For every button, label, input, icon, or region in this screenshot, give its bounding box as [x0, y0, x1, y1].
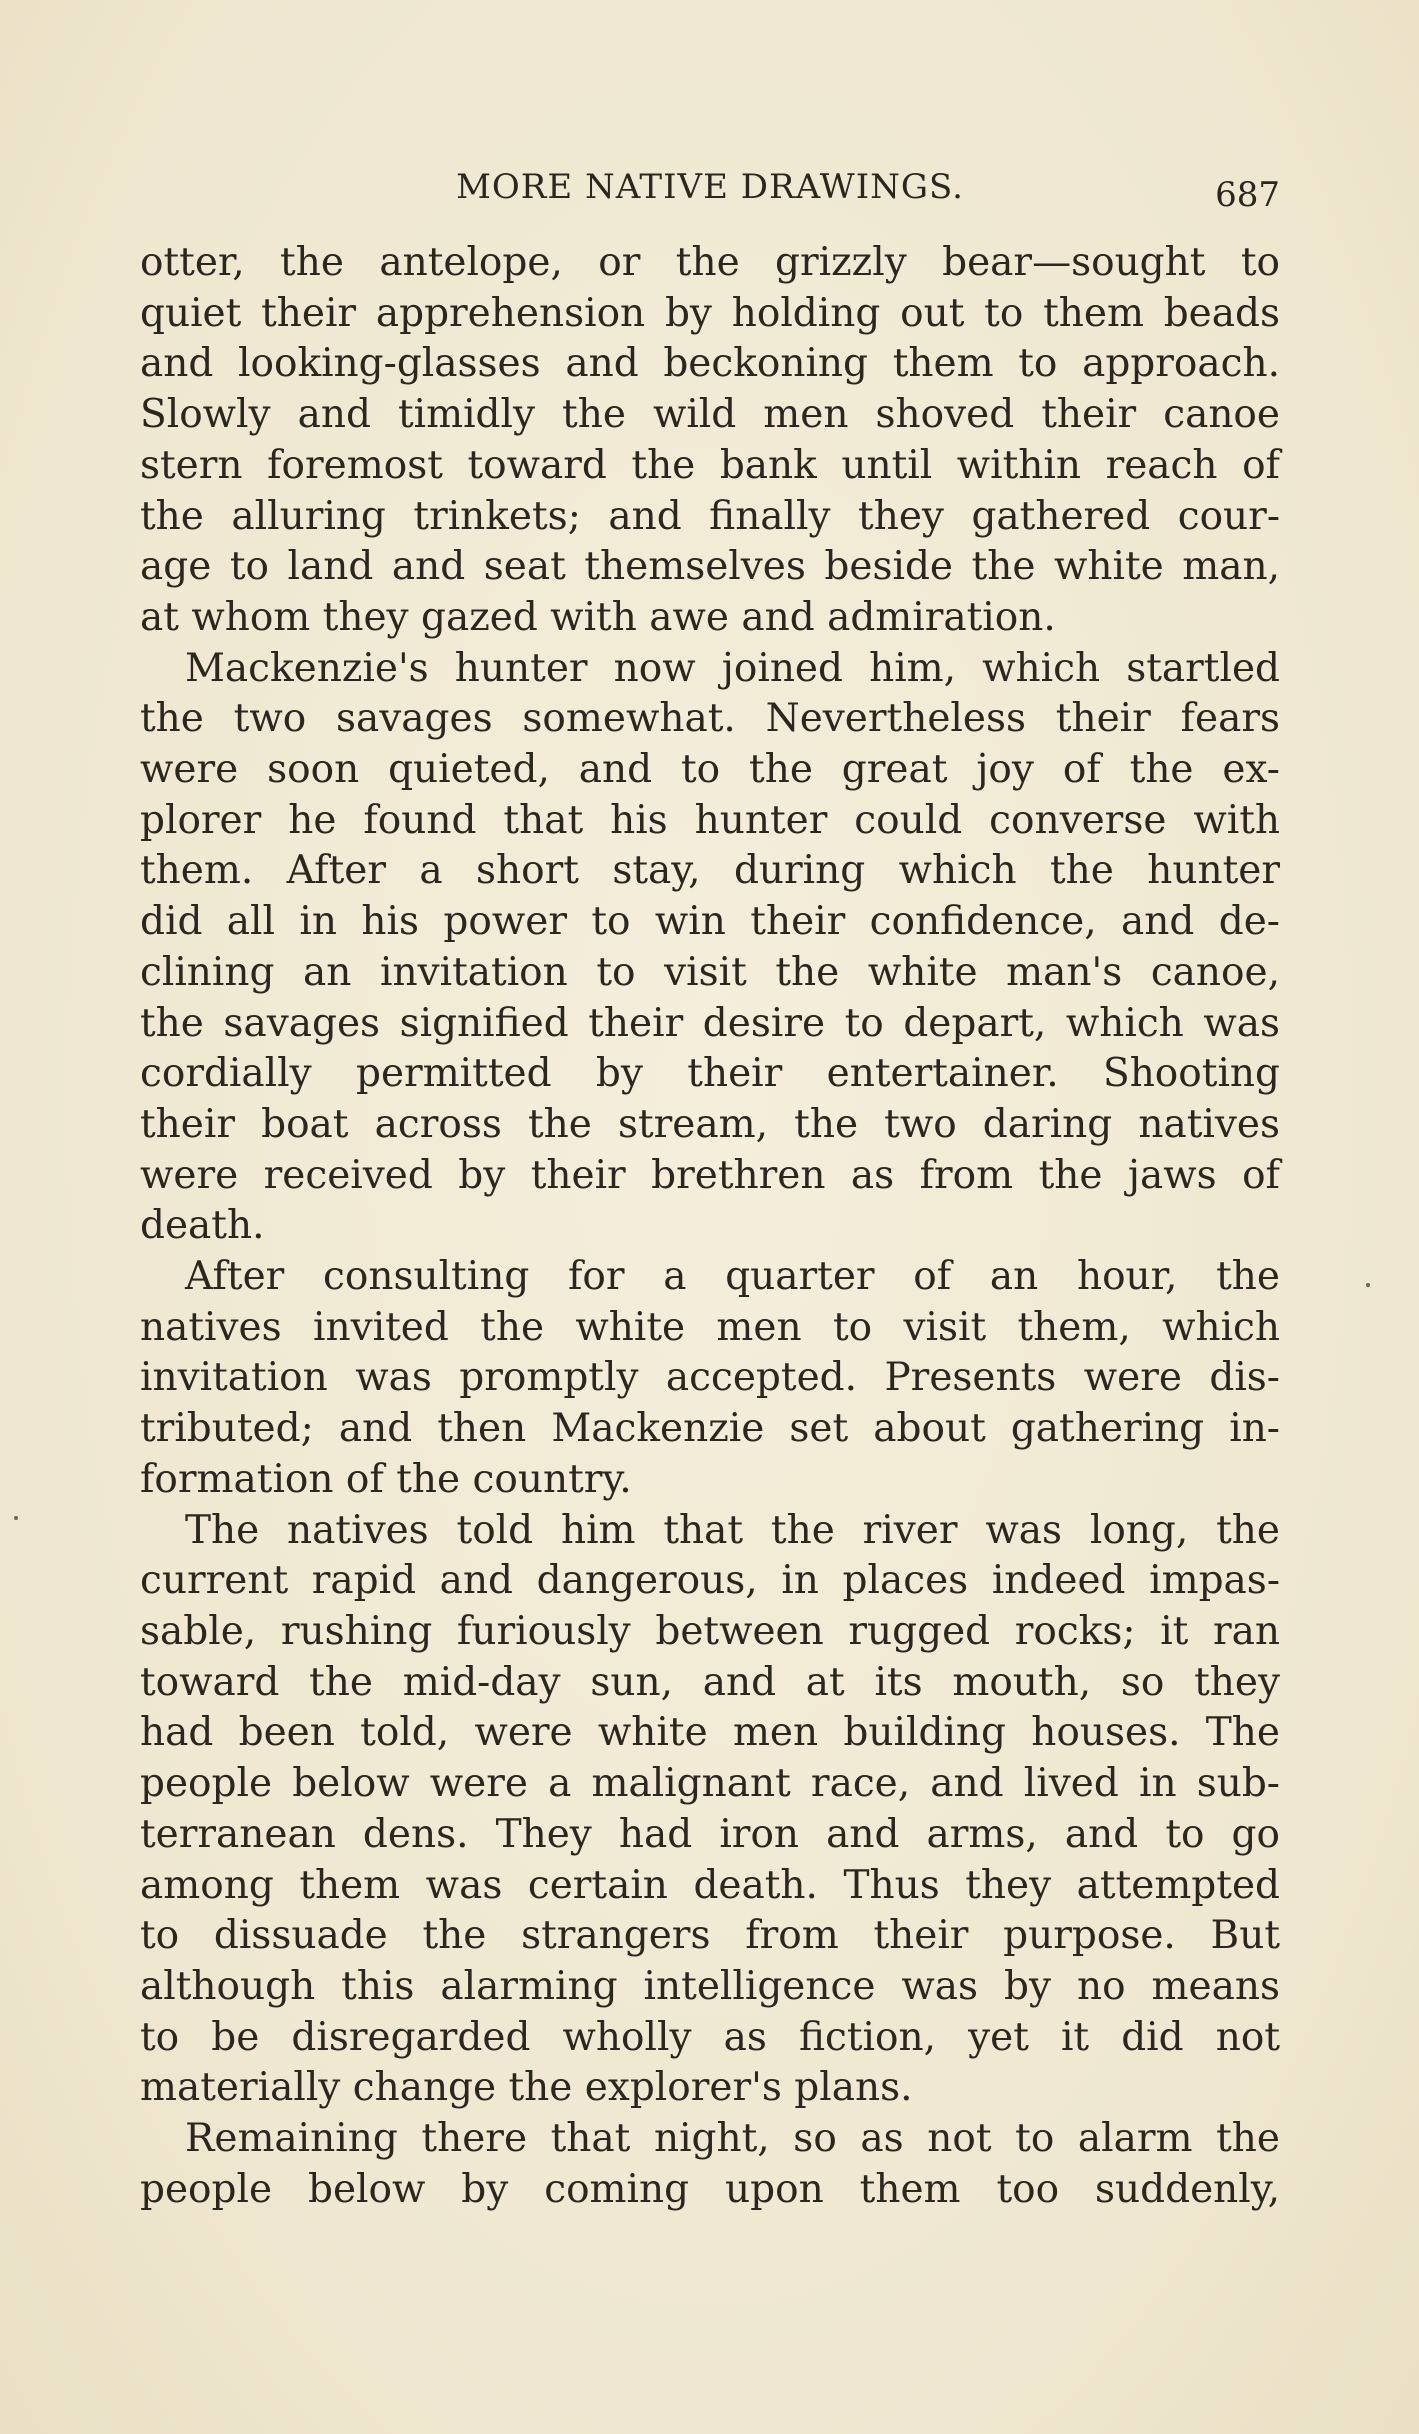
text-line: had been told, were white men building houses. The [140, 1710, 1280, 1756]
text-line: stern foremost toward the bank until within reach of [140, 442, 1280, 488]
paragraph [140, 644, 1280, 1252]
text-line: Slowly and timidly the wild men shoved their canoe [140, 392, 1280, 438]
text-line: and looking-glasses and beckoning them to approach. [140, 341, 1280, 387]
paper-speck [1366, 1283, 1370, 1287]
text-line: quiet their apprehension by holding out to them beads [140, 290, 1280, 336]
text-line: the two savages somewhat. Nevertheless their fears [140, 696, 1280, 742]
text-line: plorer he found that his hunter could converse with [140, 797, 1280, 843]
text-line: The natives told him that the river was long, the [185, 1507, 1280, 1553]
text-line: age to land and seat themselves beside the white man, [140, 544, 1280, 590]
text-line: to be disregarded wholly as fiction, yet it did not [140, 2014, 1280, 2060]
text-line: the alluring trinkets; and finally they gathered cour- [140, 493, 1280, 539]
text-line: sable, rushing furiously between rugged rocks; it ran [140, 1608, 1280, 1654]
text-line: tributed; and then Mackenzie set about gathering in- [140, 1406, 1280, 1452]
text-line: otter, the antelope, or the grizzly bear—sought to [140, 240, 1280, 285]
text-line: Remaining there that night, so as not to alarm the [185, 2116, 1280, 2162]
body-text [140, 238, 1280, 2215]
text-line: current rapid and dangerous, in places indeed impas- [140, 1558, 1280, 1604]
text-line: did all in his power to win their confidence, and de- [140, 899, 1280, 945]
text-line: natives invited the white men to visit them, which [140, 1304, 1280, 1350]
text-line: materially change the explorer's plans. [140, 2065, 913, 2111]
text-line: them. After a short stay, during which the hunter [140, 848, 1280, 894]
paper-speck [14, 1516, 18, 1520]
text-line: their boat across the stream, the two daring natives [140, 1101, 1280, 1147]
text-line: death. [140, 1203, 265, 1249]
text-line: the savages signified their desire to depart, which was [140, 1000, 1280, 1046]
text-line: people below by coming upon them too suddenly, [140, 2166, 1280, 2212]
paragraph [140, 1252, 1280, 1506]
text-line: invitation was promptly accepted. Presents were dis- [140, 1355, 1280, 1401]
text-line: were received by their brethren as from the jaws of [140, 1152, 1280, 1198]
text-line: After consulting for a quarter of an hour, the [185, 1254, 1280, 1300]
text-line: at whom they gazed with awe and admiration. [140, 594, 1056, 640]
text-line: were soon quieted, and to the great joy of the ex- [140, 747, 1280, 793]
text-line: formation of the country. [140, 1456, 632, 1502]
paragraph [140, 2114, 1280, 2215]
page-number: 687 [1215, 175, 1280, 215]
text-line: toward the mid-day sun, and at its mouth, so they [140, 1659, 1280, 1705]
text-line: to dissuade the strangers from their purpose. But [140, 1913, 1280, 1959]
running-title: MORE NATIVE DRAWINGS. [456, 167, 964, 207]
text-line: clining an invitation to visit the white man's canoe, [140, 949, 1280, 995]
text-line: Mackenzie's hunter now joined him, which startled [185, 645, 1280, 691]
text-line: although this alarming intelligence was by no means [140, 1963, 1280, 2009]
text-line: cordially permitted by their entertainer. Shooting [140, 1051, 1280, 1097]
text-line: among them was certain death. Thus they attempted [140, 1862, 1280, 1908]
text-line: people below were a malignant race, and lived in sub- [140, 1761, 1280, 1807]
text-line: terranean dens. They had iron and arms, and to go [140, 1811, 1280, 1857]
running-header [140, 162, 1280, 215]
paragraph [140, 238, 1280, 644]
paragraph [140, 1506, 1280, 2114]
